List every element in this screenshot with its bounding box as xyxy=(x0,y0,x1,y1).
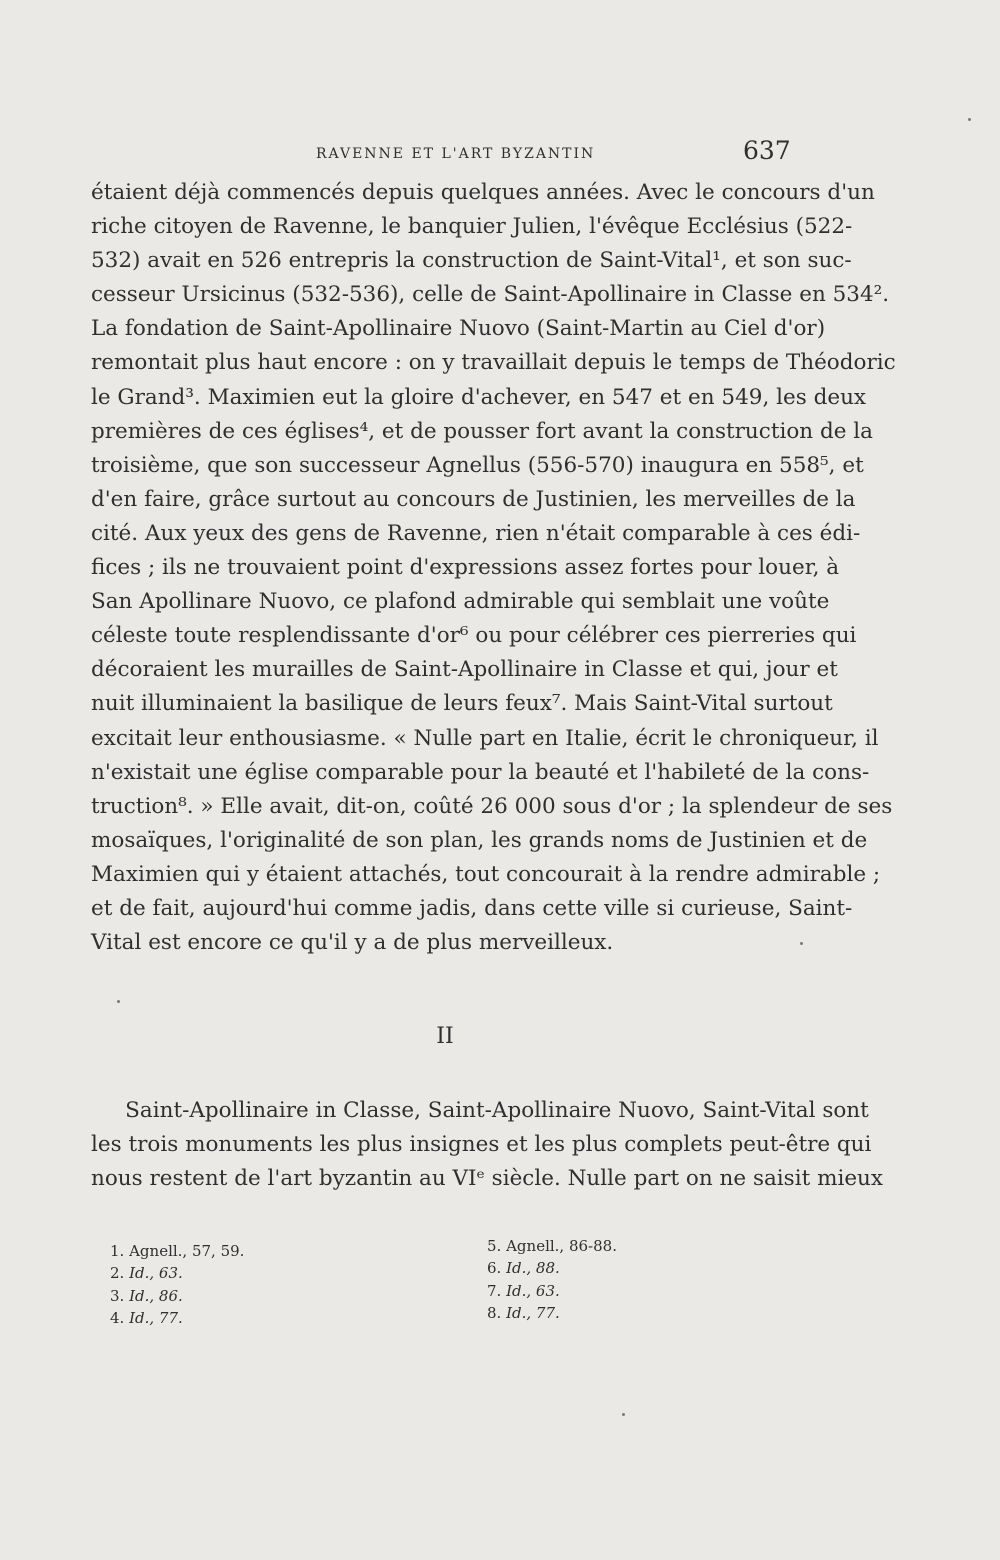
footnotes-right xyxy=(487,1235,617,1324)
footnote-text: Id., 77. xyxy=(506,1303,560,1322)
footnote xyxy=(487,1235,617,1257)
text-line: céleste toute resplendissante d'or⁶ ou pour célébrer ces pierreries qui xyxy=(91,623,857,649)
paper-speck xyxy=(117,1000,120,1003)
footnote-text: Agnell., 86-88. xyxy=(506,1237,617,1255)
paragraph-2 xyxy=(91,1094,884,1196)
footnote-text: Id., 77. xyxy=(129,1308,183,1327)
footnote xyxy=(110,1262,244,1284)
footnote-text: Id., 86. xyxy=(129,1286,183,1305)
footnote xyxy=(487,1280,617,1302)
footnote-number: 6. xyxy=(487,1259,502,1278)
text-line: truction⁸. » Elle avait, dit-on, coûté 26 000 sous d'or ; la splendeur de ses xyxy=(91,793,893,819)
footnote xyxy=(487,1302,617,1324)
text-line: remontait plus haut encore : on y travaillait depuis le temps de Théodoric xyxy=(91,350,896,376)
footnote-number: 1. xyxy=(110,1242,125,1260)
text-line: Saint-Apollinaire in Classe, Saint-Apollinaire Nuovo, Saint-Vital sont xyxy=(91,1098,869,1123)
footnote-text: Id., 63. xyxy=(129,1264,183,1283)
text-line: décoraient les murailles de Saint-Apollinaire in Classe et qui, jour et xyxy=(91,657,838,683)
paper-speck xyxy=(968,118,971,121)
text-line: cesseur Ursicinus (532-536), celle de Saint-Apollinaire in Classe en 534². xyxy=(91,282,890,308)
footnote xyxy=(110,1240,244,1262)
page-number: 637 xyxy=(743,136,791,165)
footnote-text: Agnell., 57, 59. xyxy=(129,1242,245,1260)
footnote-number: 8. xyxy=(487,1303,502,1322)
text-line: excitait leur enthousiasme. « Nulle part en Italie, écrit le chroniqueur, il xyxy=(91,725,879,751)
text-line: 532) avait en 526 entrepris la construction de Saint-Vital¹, et son suc- xyxy=(91,248,852,274)
running-title: RAVENNE ET L'ART BYZANTIN xyxy=(316,146,596,162)
footnote xyxy=(487,1257,617,1279)
text-line: d'en faire, grâce surtout au concours de Justinien, les merveilles de la xyxy=(91,486,856,512)
footnotes-left xyxy=(110,1240,244,1329)
paper-speck xyxy=(800,942,803,945)
text-line: Vital est encore ce qu'il y a de plus merveilleux. xyxy=(91,930,614,956)
section-heading: II xyxy=(436,1024,454,1049)
text-line: troisième, que son successeur Agnellus (556-570) inaugura en 558⁵, et xyxy=(91,452,864,478)
text-line: San Apollinare Nuovo, ce plafond admirable qui semblait une voûte xyxy=(91,589,830,615)
footnote xyxy=(110,1307,244,1329)
text-line: riche citoyen de Ravenne, le banquier Julien, l'évêque Ecclésius (522- xyxy=(91,214,853,240)
footnote-number: 5. xyxy=(487,1237,502,1255)
footnote-number: 2. xyxy=(110,1264,125,1283)
paper-speck xyxy=(622,1413,625,1416)
text-line: et de fait, aujourd'hui comme jadis, dans cette ville si curieuse, Saint- xyxy=(91,895,853,921)
text-line: mosaïques, l'originalité de son plan, les grands noms de Justinien et de xyxy=(91,827,868,853)
text-line: le Grand³. Maximien eut la gloire d'achever, en 547 et en 549, les deux xyxy=(91,384,867,410)
text-line: les trois monuments les plus insignes et les plus complets peut-être qui xyxy=(91,1132,872,1158)
text-line: nuit illuminaient la basilique de leurs feux⁷. Mais Saint-Vital surtout xyxy=(91,691,833,717)
footnote-text: Id., 63. xyxy=(506,1281,560,1300)
footnote-number: 3. xyxy=(110,1286,125,1305)
text-line: n'existait une église comparable pour la beauté et l'habileté de la cons- xyxy=(91,759,870,785)
footnote-text: Id., 88. xyxy=(506,1259,560,1278)
text-line: fices ; ils ne trouvaient point d'expressions assez fortes pour louer, à xyxy=(91,555,840,581)
text-line: étaient déjà commencés depuis quelques années. Avec le concours d'un xyxy=(91,180,875,205)
paragraph-1 xyxy=(91,176,896,960)
footnote-number: 7. xyxy=(487,1281,502,1300)
text-line: premières de ces églises⁴, et de pousser fort avant la construction de la xyxy=(91,418,873,444)
text-line: nous restent de l'art byzantin au VIᵉ siècle. Nulle part on ne saisit mieux xyxy=(91,1166,884,1192)
text-line: Maximien qui y étaient attachés, tout concourait à la rendre admirable ; xyxy=(91,861,881,887)
footnote xyxy=(110,1285,244,1307)
text-line: cité. Aux yeux des gens de Ravenne, rien n'était comparable à ces édi- xyxy=(91,520,861,546)
text-line: La fondation de Saint-Apollinaire Nuovo (Saint-Martin au Ciel d'or) xyxy=(91,316,826,342)
footnote-number: 4. xyxy=(110,1308,125,1327)
